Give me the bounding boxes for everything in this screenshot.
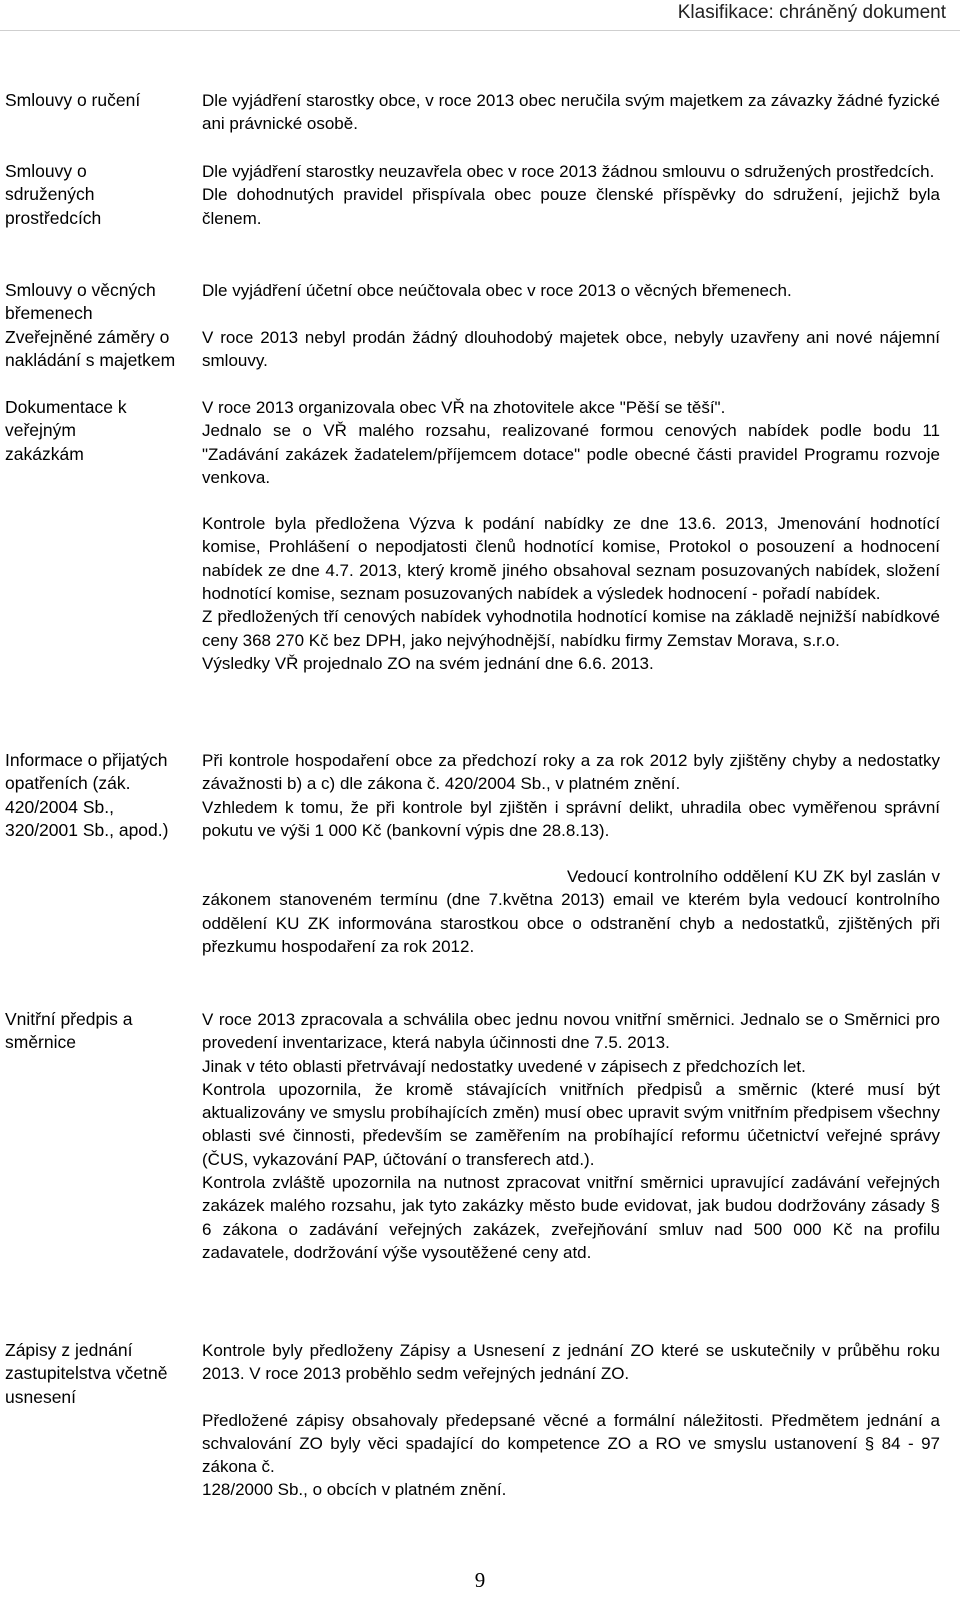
- paragraph: Kontrole byla předložena Výzva k podání nabídky ze dne 13.6. 2013, Jmenování hodnotící komise, Prohlášení o nepodjatosti členů hodnotící komise, Protokol o posouzení a hodnocení nabídek ze dne 4.7. 2013, který kromě jiného obsahoval seznam posuzovaných nabídek, složení hodnotící komise, seznam posuzovaných nabídek a výsledek hodnocení - pořadí nabídek.: [202, 514, 940, 604]
- section-text: [202, 396, 940, 675]
- page-number: 9: [474, 1568, 486, 1592]
- section-label: Zveřejněné záměry o nakládání s majetkem: [5, 327, 176, 371]
- section-label: Informace o přijatých opatřeních (zák. 420/2004 Sb., 320/2001 Sb., apod.): [5, 750, 169, 840]
- section-text: [202, 326, 940, 373]
- paragraph: Z předložených tří cenových nabídek vyhodnotila hodnotící komise na základě nejnižší nabídkové ceny 368 270 Kč bez DPH, jako nejvýhodnější, nabídku firmy Zemstav Morava, s.r.o.: [202, 607, 940, 650]
- section-label: Zápisy z jednání zastupitelstva včetně usnesení: [5, 1340, 168, 1407]
- paragraph: Jinak v této oblasti přetrvávají nedostatky uvedené v zápisech z předchozích let.: [202, 1056, 806, 1076]
- paragraph: Dle vyjádření účetní obce neúčtovala obec v roce 2013 o věcných břemenech.: [202, 281, 792, 300]
- paragraph: Kontrola zvláště upozornila na nutnost zpracovat vnitřní směrnici upravující zadávání veřejných zakázek malého rozsahu, jak tyto zakázky město bude evidovat, jak budou dodržovány zásady § 6 zákona o zadávání veřejných zakázek, zveřejňování smluv nad 500 000 Kč na profilu zadavatele, dodržování výše vysoutěžené ceny atd.: [202, 1173, 940, 1262]
- section-text: [202, 160, 940, 230]
- section-label: Smlouvy o ručení: [5, 90, 141, 110]
- section-text: [202, 1008, 940, 1264]
- section-text: [202, 89, 940, 136]
- section-label: Dokumentace k veřejným zakázkám: [5, 397, 127, 464]
- paragraph: 128/2000 Sb., o obcích v platném znění.: [202, 1480, 507, 1500]
- section-label: Smlouvy o věcných břemenech: [5, 280, 156, 324]
- paragraph: Předložené zápisy obsahovaly předepsané věcné a formální náležitosti. Předmětem jednání a schvalování ZO byly věci spadající do kompetence ZO a RO ve smyslu ustanovení § 84 - 97 zákona č.: [202, 1410, 940, 1477]
- paragraph: V roce 2013 nebyl prodán žádný dlouhodobý majetek obce, nebyly uzavřeny ani nové nájemní smlouvy.: [202, 328, 940, 371]
- paragraph: Kontrola upozornila, že kromě stávajících vnitřních předpisů a směrnic (které musí být aktualizovány ve smyslu probíhajících změn) musí obec upravit svým vnitřním předpisem všechny oblasti své činnosti, především se zaměřením na probíhající reformu účetnictví veřejné správy (ČUS, vykazování PAP, účtování o transferech atd.).: [202, 1079, 940, 1169]
- classification-header: Klasifikace: chráněný dokument: [677, 2, 946, 23]
- paragraph: Kontrole byly předloženy Zápisy a Usnesení z jednání ZO které se uskutečnily v průběhu roku 2013. V roce 2013 proběhlo sedm veřejných jednání ZO.: [202, 1341, 940, 1384]
- section-text: [202, 279, 940, 302]
- paragraph: Dle vyjádření starostky neuzavřela obec v roce 2013 žádnou smlouvu o sdružených prostředcích.: [202, 162, 935, 181]
- paragraph: Vedoucí kontrolního oddělení KU ZK byl zaslán v zákonem stanoveném termínu (dne 7.května 2013) email ve kterém byla vedoucí kontrolního oddělení KU ZK informována starostkou obce o odstranění chyb a nedostatků, zjištěných při přezkumu hospodaření za rok 2012.: [202, 867, 940, 957]
- section-label: Smlouvy o sdružených prostředcích: [5, 161, 102, 228]
- paragraph: Dle dohodnutých pravidel přispívala obec pouze členské příspěvky do sdružení, jejichž byla členem.: [202, 185, 940, 228]
- paragraph: Výsledky VŘ projednalo ZO na svém jednání dne 6.6. 2013.: [202, 653, 654, 673]
- section-label: Vnitřní předpis a směrnice: [5, 1009, 133, 1053]
- paragraph: V roce 2013 zpracovala a schválila obec jednu novou vnitřní směrnici. Jednalo se o Směrnici pro provedení inventarizace, která nabyla účinnosti dne 7.5. 2013.: [202, 1010, 940, 1053]
- section-text: [202, 749, 940, 958]
- paragraph: Jednalo se o VŘ malého rozsahu, realizované formou cenových nabídek podle bodu 11 "Zadávání zakázek žadatelem/příjemcem dotace" podle obecné části pravidel Programu rozvoje venkova.: [202, 421, 940, 487]
- paragraph: V roce 2013 organizovala obec VŘ na zhotovitele akce "Pěší se těší".: [202, 398, 726, 417]
- paragraph: Při kontrole hospodaření obce za předchozí roky a za rok 2012 byly zjištěny chyby a nedostatky závažnosti b) a c) dle zákona č. 420/2004 Sb., v platném znění.: [202, 751, 940, 794]
- paragraph: Vzhledem k tomu, že při kontrole byl zjištěn i správní delikt, uhradila obec vyměřenou správní pokutu ve výši 1 000 Kč (bankovní výpis dne 28.8.13).: [202, 797, 940, 840]
- header-divider: [0, 30, 960, 31]
- section-text: [202, 1339, 940, 1502]
- paragraph: Dle vyjádření starostky obce, v roce 2013 obec neručila svým majetkem za závazky žádné fyzické ani právnické osobě.: [202, 91, 940, 134]
